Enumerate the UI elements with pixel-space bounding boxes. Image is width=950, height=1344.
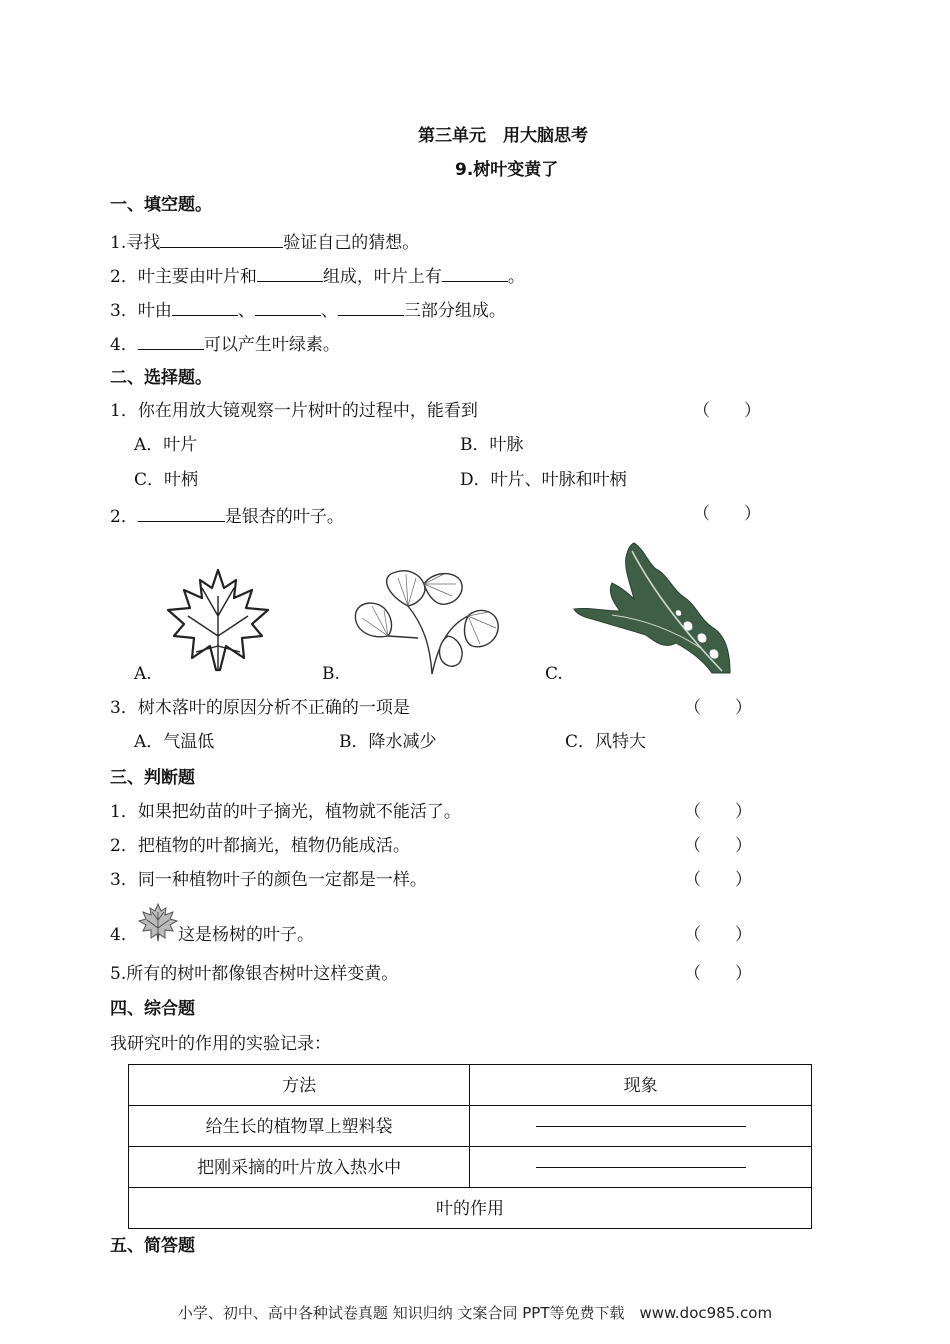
- choice-q2-label-b[interactable]: B.: [322, 664, 340, 684]
- answer-blank[interactable]: [536, 1153, 746, 1168]
- choice-q1: 1．你在用放大镜观察一片树叶的过程中，能看到: [110, 401, 478, 421]
- separator: 、: [320, 301, 338, 321]
- choice-q2-part-b: 是银杏的叶子。: [224, 507, 344, 527]
- answer-blank[interactable]: [138, 503, 225, 522]
- choice-q3-option-a[interactable]: A．气温低: [134, 732, 215, 752]
- fill-q1: [110, 229, 419, 254]
- dandelion-leaf-icon: [572, 539, 732, 675]
- table-footer-row: [129, 1188, 812, 1229]
- table-cell-method: 给生长的植物罩上塑料袋: [129, 1106, 470, 1147]
- answer-parentheses[interactable]: （ ）: [684, 870, 752, 890]
- fill-q1-prefix: 1.寻找: [110, 233, 161, 253]
- answer-parentheses[interactable]: （ ）: [684, 836, 752, 856]
- answer-parentheses[interactable]: （ ）: [693, 504, 761, 524]
- answer-blank[interactable]: [257, 263, 323, 282]
- answer-parentheses[interactable]: （ ）: [684, 698, 752, 718]
- choice-q1-option-a[interactable]: A．叶片: [134, 435, 198, 455]
- choice-q3-option-c[interactable]: C．风特大: [565, 732, 647, 752]
- judge-q2: 2．把植物的叶都摘光，植物仍能成活。: [110, 836, 410, 856]
- table-cell-method: 把刚采摘的叶片放入热水中: [129, 1147, 470, 1188]
- fill-q4-part-b: 可以产生叶绿素。: [203, 335, 340, 355]
- answer-blank[interactable]: [442, 263, 508, 282]
- page-footer: 小学、初中、高中各种试卷真题 知识归纳 文案合同 PPT等免费下载 www.doc985.com: [177, 1304, 773, 1322]
- choice-q2-label-c[interactable]: C.: [545, 664, 563, 684]
- section5-heading: 五、简答题: [110, 1236, 195, 1256]
- answer-parentheses[interactable]: （ ）: [684, 964, 752, 984]
- choice-q2-part-a: 2．: [110, 507, 138, 527]
- ginkgo-leaves-icon: [348, 566, 504, 678]
- judge-q1: 1．如果把幼苗的叶子摘光，植物就不能活了。: [110, 802, 461, 822]
- poplar-leaf-icon: [138, 902, 178, 942]
- table-footer-leaf-function[interactable]: 叶的作用: [129, 1188, 812, 1229]
- section1-heading: 一、填空题。: [110, 195, 212, 215]
- fill-q2-part-c: 。: [507, 267, 525, 287]
- table-cell-answer[interactable]: [470, 1106, 812, 1147]
- choice-q2-label-a[interactable]: A.: [134, 664, 152, 684]
- fill-q1-suffix: 验证自己的猜想。: [283, 233, 420, 253]
- answer-parentheses[interactable]: （ ）: [693, 401, 761, 421]
- fill-q2-part-b: 组成，叶片上有: [322, 267, 442, 287]
- section2-heading: 二、选择题。: [110, 368, 212, 388]
- answer-blank[interactable]: [255, 297, 321, 316]
- section4-intro: 我研究叶的作用的实验记录：: [110, 1034, 331, 1054]
- lesson-title: 9.树叶变黄了: [455, 160, 559, 180]
- judge-q3: 3．同一种植物叶子的颜色一定都是一样。: [110, 870, 427, 890]
- section3-heading: 三、判断题: [110, 768, 195, 788]
- judge-q5: 5.所有的树叶都像银杏树叶这样变黄。: [110, 964, 399, 984]
- judge-q4-prefix: 4．: [110, 925, 138, 945]
- fill-q4: [110, 331, 340, 356]
- section4-heading: 四、综合题: [110, 999, 195, 1019]
- unit-title: 第三单元 用大脑思考: [418, 126, 588, 146]
- table-header-method: 方法: [129, 1065, 470, 1106]
- answer-parentheses[interactable]: （ ）: [684, 925, 752, 945]
- choice-q1-option-c[interactable]: C．叶柄: [134, 470, 199, 490]
- table-header-phenomenon: 现象: [470, 1065, 812, 1106]
- fill-q2-part-a: 2．叶主要由叶片和: [110, 267, 257, 287]
- choice-q2: [110, 503, 344, 528]
- choice-q1-option-b[interactable]: B．叶脉: [460, 435, 524, 455]
- answer-blank[interactable]: [138, 331, 204, 350]
- table-row: [129, 1147, 812, 1188]
- maple-leaf-icon: [162, 566, 274, 674]
- table-cell-answer[interactable]: [470, 1147, 812, 1188]
- answer-blank[interactable]: [338, 297, 404, 316]
- choice-q3: 3．树木落叶的原因分析不正确的一项是: [110, 698, 410, 718]
- experiment-record-table: [128, 1064, 812, 1229]
- fill-q3: [110, 297, 506, 322]
- judge-q4-text: 这是杨树的叶子。: [178, 925, 314, 945]
- table-row: [129, 1106, 812, 1147]
- fill-q3-part-a: 3．叶由: [110, 301, 172, 321]
- table-header-row: [129, 1065, 812, 1106]
- fill-q2: [110, 263, 525, 288]
- fill-q3-part-b: 三部分组成。: [403, 301, 506, 321]
- fill-q4-part-a: 4．: [110, 335, 138, 355]
- answer-blank[interactable]: [172, 297, 238, 316]
- answer-blank[interactable]: [160, 229, 283, 248]
- answer-blank[interactable]: [536, 1112, 746, 1127]
- choice-q1-option-d[interactable]: D．叶片、叶脉和叶柄: [460, 470, 627, 490]
- separator: 、: [237, 301, 255, 321]
- choice-q3-option-b[interactable]: B．降水减少: [339, 732, 437, 752]
- answer-parentheses[interactable]: （ ）: [684, 802, 752, 822]
